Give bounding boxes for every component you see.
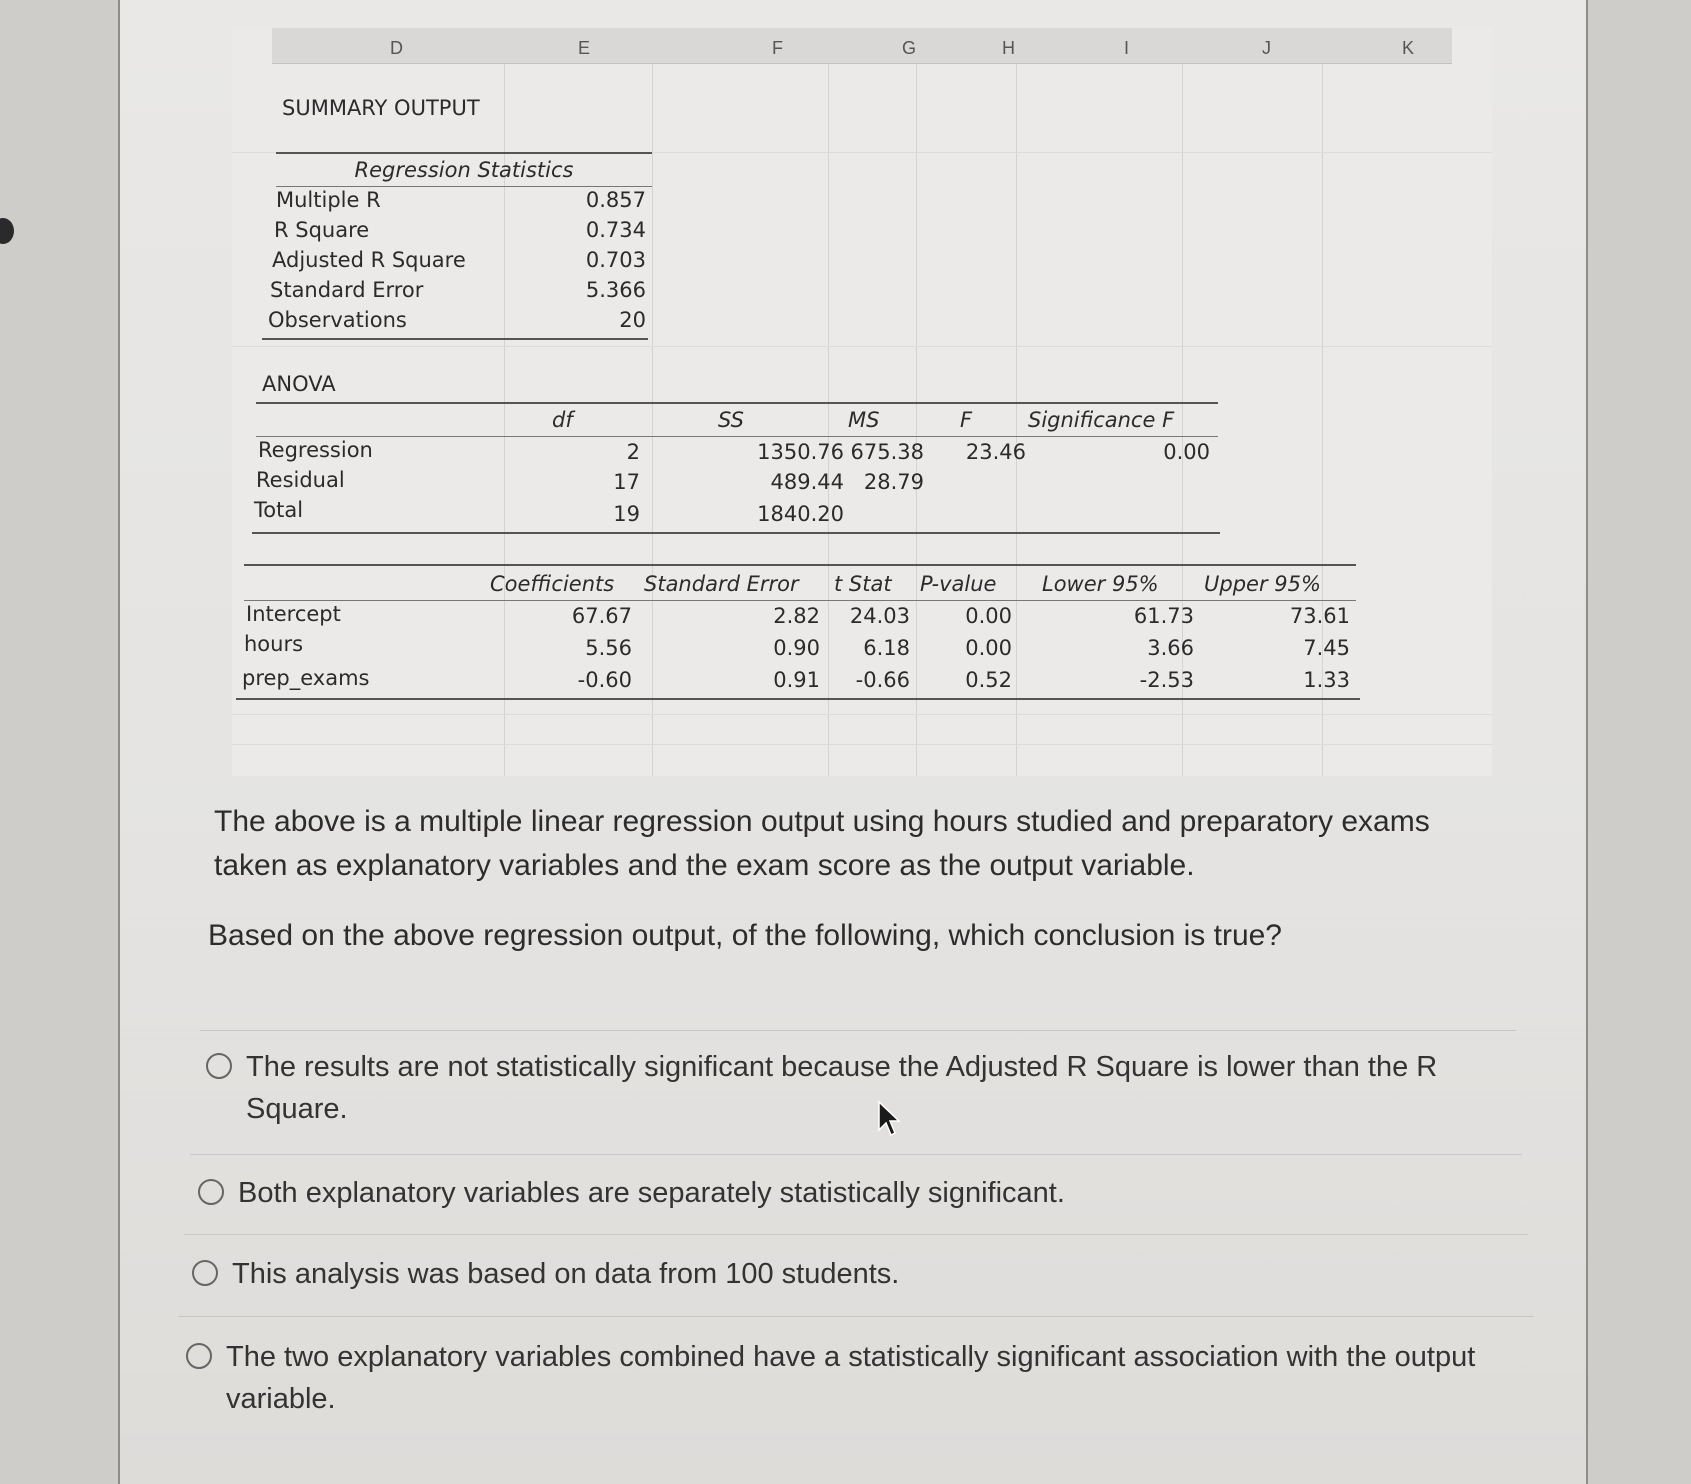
coef-lower: 61.73 [1133, 604, 1194, 628]
anova-ms: 675.38 [850, 440, 924, 464]
stat-label: Observations [268, 308, 407, 332]
anova-header: Significance F [1028, 408, 1175, 432]
coef-value: 5.56 [585, 636, 632, 660]
anova-header: SS [718, 408, 744, 432]
regression-statistics-header: Regression Statistics [354, 158, 574, 182]
stat-label: Standard Error [270, 278, 424, 302]
coef-value: 67.67 [571, 604, 632, 628]
answer-option-label[interactable]: This analysis was based on data from 100 students. [232, 1258, 900, 1290]
table-rule [276, 152, 652, 154]
option-divider [200, 1030, 1516, 1031]
column-header: G [902, 38, 917, 58]
coef-t: -0.66 [855, 668, 910, 692]
question-prompt: Based on the above regression output, of the following, which conclusion is true? [208, 919, 1282, 952]
answer-option-4[interactable] [186, 1336, 1496, 1420]
column-header: I [1124, 38, 1130, 58]
coef-t: 24.03 [849, 604, 910, 628]
anova-df: 2 [626, 440, 640, 464]
anova-df: 17 [613, 470, 640, 494]
coef-header: Lower 95% [1042, 572, 1159, 596]
radio-button[interactable] [206, 1053, 232, 1079]
radio-button[interactable] [192, 1260, 218, 1286]
stat-label: Adjusted R Square [272, 248, 466, 272]
table-rule [236, 698, 1360, 700]
gridline [232, 346, 1492, 347]
stat-label: Multiple R [276, 188, 381, 212]
gridline [916, 64, 917, 776]
answer-option-label[interactable]: Both explanatory variables are separately statistically significant. [238, 1177, 1065, 1209]
anova-header: F [960, 408, 973, 432]
table-rule [252, 532, 1220, 534]
coef-p: 0.00 [965, 636, 1012, 660]
stat-label: R Square [274, 218, 370, 242]
stat-value: 0.857 [585, 188, 646, 212]
anova-ss: 489.44 [770, 470, 844, 494]
gridline [232, 744, 1492, 745]
edge-dot [0, 218, 14, 244]
coef-upper: 7.45 [1303, 636, 1350, 660]
column-header: F [772, 38, 783, 58]
coef-p: 0.00 [965, 604, 1012, 628]
coef-value: -0.60 [577, 668, 632, 692]
table-rule [256, 436, 1218, 437]
coef-lower: 3.66 [1147, 636, 1194, 660]
answer-option-3[interactable] [192, 1253, 1502, 1295]
coef-t: 6.18 [863, 636, 910, 660]
anova-f: 23.46 [965, 440, 1026, 464]
anova-header: df [552, 408, 573, 432]
coef-upper: 1.33 [1303, 668, 1350, 692]
table-rule [276, 186, 652, 187]
anova-row-label: Total [254, 498, 304, 522]
mouse-cursor-icon [876, 1100, 902, 1140]
answer-option-1[interactable] [206, 1046, 1516, 1130]
anova-significance: 0.00 [1163, 440, 1210, 464]
column-header-bar [272, 28, 1452, 64]
summary-title: SUMMARY OUTPUT [282, 96, 480, 120]
stat-value: 20 [619, 308, 646, 332]
table-rule [244, 600, 1356, 601]
column-header: E [578, 38, 591, 58]
anova-ms: 28.79 [863, 470, 924, 494]
table-rule [262, 338, 648, 340]
table-rule [256, 402, 1218, 404]
coef-se: 0.90 [773, 636, 820, 660]
option-divider [184, 1234, 1528, 1235]
coef-header: Upper 95% [1204, 572, 1321, 596]
table-rule [244, 564, 1356, 566]
coef-header: Coefficients [490, 572, 615, 596]
stat-value: 5.366 [585, 278, 646, 302]
anova-title: ANOVA [262, 372, 336, 396]
coef-p: 0.52 [965, 668, 1012, 692]
coef-row-label: prep_exams [242, 666, 370, 690]
coef-row-label: Intercept [246, 602, 341, 626]
column-header: H [1002, 38, 1015, 58]
answer-option-label[interactable]: The two explanatory variables combined have a statistically significant association with the output variable. [226, 1341, 1476, 1415]
option-divider [190, 1154, 1522, 1155]
answer-option-2[interactable] [198, 1172, 1508, 1214]
coef-lower: -2.53 [1139, 668, 1194, 692]
coef-header: t Stat [834, 572, 892, 596]
coef-se: 0.91 [773, 668, 820, 692]
radio-button[interactable] [186, 1343, 212, 1369]
anova-df: 19 [613, 502, 640, 526]
column-header: D [390, 38, 403, 58]
gridline [232, 714, 1492, 715]
answer-option-label[interactable]: The results are not statistically significant because the Adjusted R Square is lower than the R Square. [246, 1051, 1438, 1125]
radio-button[interactable] [198, 1179, 224, 1205]
anova-ss: 1350.76 [757, 440, 844, 464]
anova-row-label: Residual [256, 468, 345, 492]
option-divider [178, 1316, 1534, 1317]
coef-header: P-value [920, 572, 997, 596]
anova-ss: 1840.20 [757, 502, 844, 526]
regression-output-image [232, 28, 1492, 776]
coef-se: 2.82 [773, 604, 820, 628]
coef-header: Standard Error [644, 572, 799, 596]
stat-value: 0.734 [585, 218, 646, 242]
anova-row-label: Regression [258, 438, 373, 462]
coef-upper: 73.61 [1289, 604, 1350, 628]
stat-value: 0.703 [585, 248, 646, 272]
anova-header: MS [848, 408, 880, 432]
column-header: K [1402, 38, 1415, 58]
gridline [1016, 64, 1017, 776]
question-intro: The above is a multiple linear regression output using hours studied and preparatory exams taken as explanatory variables and the exam score as the output variable. [214, 805, 1430, 882]
coef-row-label: hours [244, 632, 304, 656]
column-header: J [1262, 38, 1271, 58]
